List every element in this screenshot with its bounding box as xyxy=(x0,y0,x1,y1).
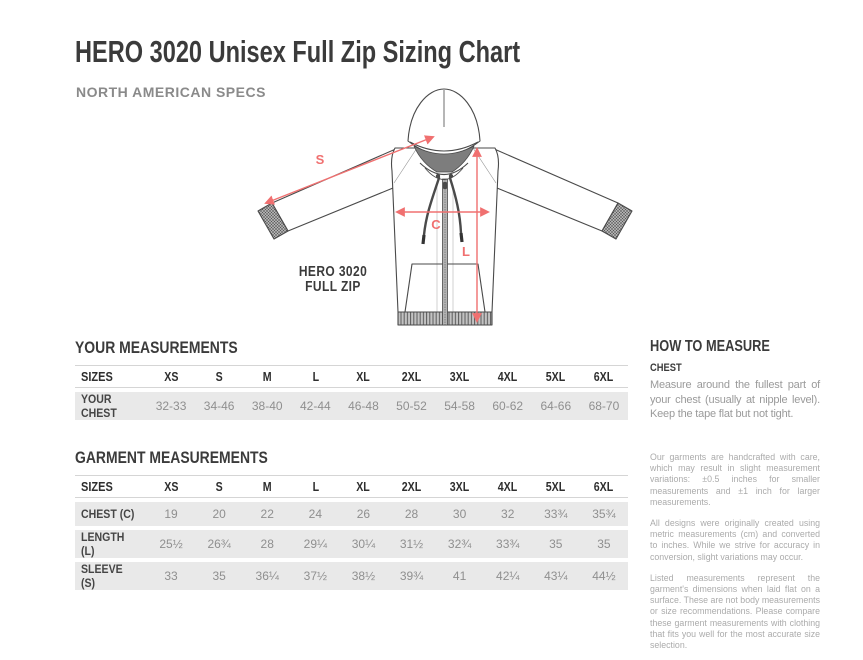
column-header-label: 5XL xyxy=(546,479,566,494)
column-header xyxy=(243,475,291,498)
table-cell: 50-52 xyxy=(387,392,435,420)
table-cell: 46-48 xyxy=(339,392,387,420)
table-cell: 39¾ xyxy=(387,562,435,590)
column-header xyxy=(75,365,147,388)
column-header-label: XL xyxy=(356,479,371,494)
column-header xyxy=(532,365,580,388)
disclaimer-notes xyxy=(650,452,820,660)
column-header-label: 3XL xyxy=(449,479,470,494)
your-measurements-table xyxy=(75,361,628,424)
table-cell: 32-33 xyxy=(147,392,195,420)
column-header-label: M xyxy=(262,369,272,384)
product-label-line2: FULL ZIP xyxy=(305,277,361,295)
right-sleeve xyxy=(492,148,618,231)
column-header xyxy=(580,475,628,498)
column-header xyxy=(339,475,387,498)
table-cell: 22 xyxy=(243,502,291,526)
chest-arrow-label: C xyxy=(431,217,441,232)
length-arrow-label: L xyxy=(462,244,470,259)
how-to-measure-heading: HOW TO MEASURE xyxy=(650,338,770,355)
table-cell: 34-46 xyxy=(195,392,243,420)
column-header xyxy=(339,365,387,388)
product-label-line1: HERO 3020 xyxy=(298,262,368,280)
column-header-label: XL xyxy=(356,369,371,384)
column-header-label: XS xyxy=(163,479,179,494)
aglet-left xyxy=(423,235,424,244)
column-header-label: 4XL xyxy=(497,369,518,384)
page-subtitle: NORTH AMERICAN SPECS xyxy=(76,84,266,100)
table-cell: 38½ xyxy=(339,562,387,590)
hoodie-illustration xyxy=(240,85,640,345)
table-cell: 41 xyxy=(436,562,484,590)
table-cell: 44½ xyxy=(580,562,628,590)
row-label xyxy=(75,562,147,590)
column-header-label: 5XL xyxy=(546,369,566,384)
table-row xyxy=(75,502,628,526)
table-cell: 32 xyxy=(484,502,532,526)
page-title: HERO 3020 Unisex Full Zip Sizing Chart xyxy=(75,34,521,69)
column-header xyxy=(243,365,291,388)
row-label-text: SLEEVE (S) xyxy=(81,562,123,590)
column-header-label: 3XL xyxy=(449,369,470,384)
table-cell: 36¼ xyxy=(243,562,291,590)
table-cell: 33¾ xyxy=(532,502,580,526)
aglet-right xyxy=(461,233,462,242)
table-cell: 19 xyxy=(147,502,195,526)
header-row xyxy=(75,365,628,388)
note-paragraph: Listed measurements represent the garment's dimensions when laid flat on a surface. These are not body measurements or size recommendations. Please compare these garment measurements with clothing that fits you well for the most accurate size selection. xyxy=(650,572,821,651)
column-header-label: 2XL xyxy=(401,369,422,384)
column-header-label: 2XL xyxy=(401,479,422,494)
garment-measurements-heading: GARMENT MEASUREMENTS xyxy=(75,448,268,467)
column-header xyxy=(195,365,243,388)
table-cell: 26 xyxy=(339,502,387,526)
table-cell: 30 xyxy=(436,502,484,526)
table-cell: 68-70 xyxy=(580,392,628,420)
column-header-label: SIZES xyxy=(81,479,113,494)
table-cell: 31½ xyxy=(387,530,435,558)
row-label xyxy=(75,502,147,526)
table-cell: 32¾ xyxy=(436,530,484,558)
column-header-label: S xyxy=(215,479,223,494)
garment-measurements-table xyxy=(75,471,628,594)
column-header xyxy=(580,365,628,388)
row-label-text: YOUR CHEST xyxy=(81,392,117,420)
table-cell: 33 xyxy=(147,562,195,590)
row-label xyxy=(75,392,147,420)
table-cell: 42¼ xyxy=(484,562,532,590)
column-header xyxy=(147,365,195,388)
table-cell: 42-44 xyxy=(291,392,339,420)
table-cell: 60-62 xyxy=(484,392,532,420)
how-to-measure-body: Measure around the fullest part of your chest (usually at nipple level). Keep the tape flat but not tight. xyxy=(650,379,820,420)
table-cell: 28 xyxy=(243,530,291,558)
column-header-label: 6XL xyxy=(594,479,614,494)
table-cell: 30¼ xyxy=(339,530,387,558)
table-cell: 64-66 xyxy=(532,392,580,420)
column-header-label: XS xyxy=(163,369,179,384)
how-to-measure-subheading: CHEST xyxy=(650,362,682,374)
sleeve-arrow-label: S xyxy=(315,152,325,167)
table-cell: 35 xyxy=(580,530,628,558)
zipper-pull xyxy=(443,182,447,189)
table-cell: 29¼ xyxy=(291,530,339,558)
note-paragraph: Our garments are handcrafted with care, which may result in slight measurement variations: ±0.5 inches for smaller measurements and ±1 inch for larger measurements. xyxy=(650,452,820,507)
column-header-label: S xyxy=(215,369,223,384)
table-cell: 28 xyxy=(387,502,435,526)
column-header-label: M xyxy=(262,479,272,494)
row-label xyxy=(75,530,147,558)
row-label-text: CHEST (C) xyxy=(81,507,135,521)
column-header xyxy=(291,475,339,498)
column-header xyxy=(291,365,339,388)
column-header xyxy=(75,475,147,498)
left-sleeve xyxy=(272,148,398,231)
table-row xyxy=(75,530,628,558)
table-cell: 35 xyxy=(532,530,580,558)
column-header xyxy=(436,475,484,498)
column-header xyxy=(484,475,532,498)
table-cell: 33¾ xyxy=(484,530,532,558)
header-row xyxy=(75,475,628,498)
table-cell: 54-58 xyxy=(436,392,484,420)
column-header-label: SIZES xyxy=(81,369,113,384)
row-label-text: LENGTH (L) xyxy=(81,530,125,558)
table-cell: 24 xyxy=(291,502,339,526)
column-header-label: 4XL xyxy=(497,479,518,494)
column-header xyxy=(147,475,195,498)
table-cell: 37½ xyxy=(291,562,339,590)
table-cell: 26¾ xyxy=(195,530,243,558)
column-header xyxy=(387,475,435,498)
column-header-label: L xyxy=(312,369,319,384)
table-row xyxy=(75,392,628,420)
table-cell: 25½ xyxy=(147,530,195,558)
column-header xyxy=(484,365,532,388)
column-header-label: 6XL xyxy=(594,369,614,384)
note-paragraph: All designs were originally created using metric measurements (cm) and converted to inches. While we strive for accuracy in conversion, slight variations may occur. xyxy=(650,518,820,562)
column-header xyxy=(532,475,580,498)
column-header xyxy=(436,365,484,388)
table-cell: 38-40 xyxy=(243,392,291,420)
table-row xyxy=(75,562,628,590)
column-header-label: L xyxy=(312,479,319,494)
table-cell: 35¾ xyxy=(580,502,628,526)
table-cell: 35 xyxy=(195,562,243,590)
table-cell: 20 xyxy=(195,502,243,526)
column-header xyxy=(195,475,243,498)
your-measurements-heading: YOUR MEASUREMENTS xyxy=(75,338,238,357)
table-cell: 43¼ xyxy=(532,562,580,590)
column-header xyxy=(387,365,435,388)
